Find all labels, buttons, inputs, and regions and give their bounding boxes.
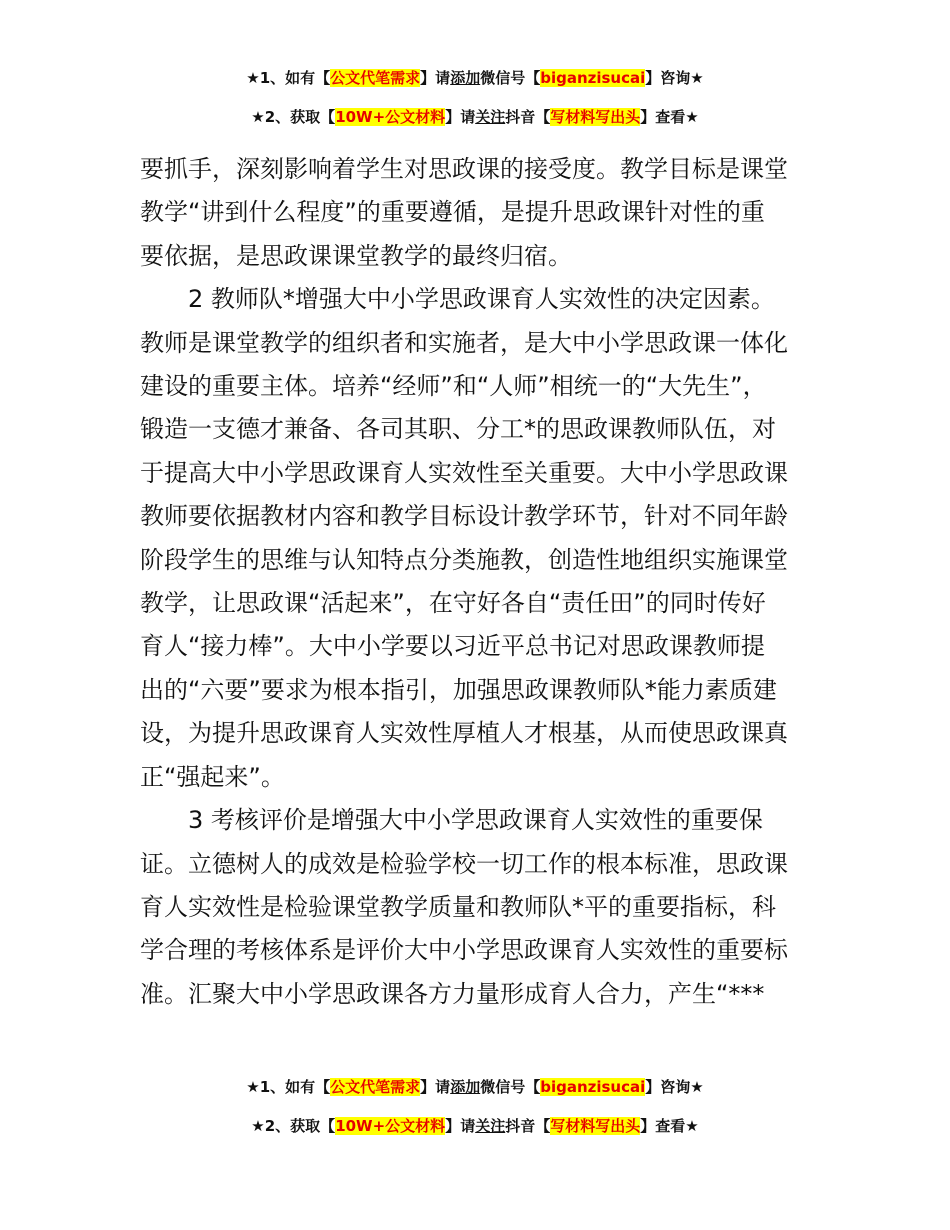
body-line: 于提高大中小学思政课育人实效性至关重要。大中小学思政课 (140, 458, 788, 487)
banner-highlight: 10W+公文材料 (335, 108, 446, 126)
banner-highlight: 公文代笔需求 (330, 1078, 421, 1096)
body-line: 出的“六要”要求为根本指引，加强思政课教师队*能力素质建 (140, 675, 777, 704)
banner-underline: 添加 (450, 69, 481, 87)
banner-underline: 添加 (450, 1078, 481, 1096)
body-line: 育人“接力棒”。大中小学要以习近平总书记对思政课教师提 (140, 632, 765, 661)
body-line: 要抓手，深刻影响着学生对思政课的接受度。教学目标是课堂 (140, 155, 788, 183)
banner-highlight-wechat-id: biganzisucai (540, 69, 646, 87)
body-line: 要依据，是思政课课堂教学的最终归宿。 (140, 241, 572, 270)
body-line: 教学“讲到什么程度”的重要遵循，是提升思政课针对性的重 (140, 198, 765, 227)
footer-banner-line1 (0, 1077, 950, 1097)
banner-text: ★1、如有【 (246, 69, 331, 87)
banner-text: 】查看★ (640, 108, 699, 126)
banner-text: 】请 (445, 1117, 476, 1135)
header-banner-line1 (0, 68, 950, 88)
paragraph-3-heading-line: 3 考核评价是增强大中小学思政课育人实效性的重要保 (188, 806, 763, 835)
banner-text: 】请 (445, 108, 476, 126)
banner-text: 抖音【 (505, 108, 551, 126)
banner-highlight: 公文代笔需求 (330, 69, 421, 87)
banner-text: ★2、获取【 (251, 108, 336, 126)
body-line: 教师是课堂教学的组织者和实施者，是大中小学思政课一体化 (140, 328, 788, 357)
banner-text: 抖音【 (505, 1117, 551, 1135)
paragraph-2-heading-line: 2 教师队*增强大中小学思政课育人实效性的决定因素。 (188, 285, 775, 314)
banner-text: 微信号【 (480, 1078, 541, 1096)
banner-underline: 关注 (475, 1117, 506, 1135)
banner-text: ★1、如有【 (246, 1078, 331, 1096)
banner-text: 】咨询★ (645, 1078, 704, 1096)
body-line: 证。立德树人的成效是检验学校一切工作的根本标准，思政课 (140, 849, 788, 878)
body-line: 设，为提升思政课育人实效性厚植人才根基，从而使思政课真 (140, 719, 788, 748)
body-line: 育人实效性是检验课堂教学质量和教师队*平的重要指标，科 (140, 892, 776, 921)
body-line: 教师要依据教材内容和教学目标设计教学环节，针对不同年龄 (140, 502, 788, 531)
banner-highlight-douyin-id: 写材料写出头 (550, 1117, 641, 1135)
body-line: 正“强起来”。 (140, 762, 285, 791)
header-banner-line2 (0, 107, 950, 127)
banner-text: 微信号【 (480, 69, 541, 87)
body-line: 学合理的考核体系是评价大中小学思政课育人实效性的重要标 (140, 936, 788, 965)
body-line: 准。汇聚大中小学思政课各方力量形成育人合力，产生“*** (140, 979, 765, 1008)
footer-banner-line2 (0, 1116, 950, 1136)
banner-text: 】请 (420, 69, 451, 87)
body-line: 教学，让思政课“活起来”，在守好各自“责任田”的同时传好 (140, 589, 766, 618)
banner-underline: 关注 (475, 108, 506, 126)
banner-text: 】咨询★ (645, 69, 704, 87)
body-line: 建设的重要主体。培养“经师”和“人师”相统一的“大先生”， (140, 372, 767, 401)
banner-text: 】查看★ (640, 1117, 699, 1135)
body-line: 锻造一支德才兼备、各司其职、分工*的思政课教师队伍，对 (140, 415, 776, 444)
document-body (140, 148, 812, 1016)
banner-highlight: 10W+公文材料 (335, 1117, 446, 1135)
banner-text: ★2、获取【 (251, 1117, 336, 1135)
banner-text: 】请 (420, 1078, 451, 1096)
banner-highlight-douyin-id: 写材料写出头 (550, 108, 641, 126)
banner-highlight-wechat-id: biganzisucai (540, 1078, 646, 1096)
body-line: 阶段学生的思维与认知特点分类施教，创造性地组织实施课堂 (140, 545, 788, 574)
